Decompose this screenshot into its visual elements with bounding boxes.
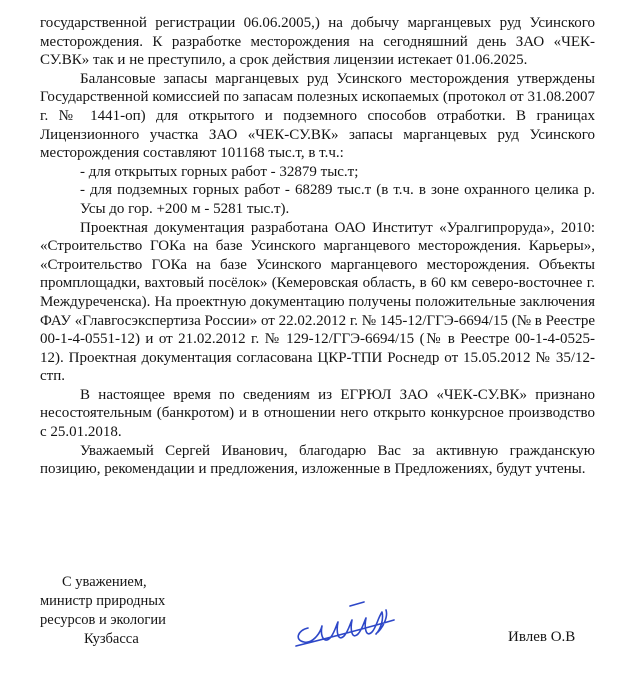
list-item: - для подземных горных работ - 68289 тыс.т (в т.ч. в зоне охранного целика р. Усы до гор. +200 м - 5281 тыс.т). — [80, 182, 595, 217]
paragraph: Балансовые запасы марганцевых руд Усинского месторождения утверждены Государственной комиссией по запасам полезных ископаемых (протокол от 31.08.2007 г. № 1441-оп) для открытого и подземного способов отработки. В границах Лицензионного участка ЗАО «ЧЕК-СУ.ВК» запасы марганцевых руд Усинского месторождения составляют 101168 тыс.т, в т.ч.: — [40, 70, 595, 162]
paragraph: В настоящее время по сведениям из ЕГРЮЛ ЗАО «ЧЕК-СУ.ВК» признано несостоятельным (банкротом) и в отношении него открыто конкурсное производство с 25.01.2018. — [40, 386, 595, 441]
signer-name: Ивлев О.В — [508, 629, 576, 645]
paragraph: Уважаемый Сергей Иванович, благодарю Вас за активную гражданскую позицию, рекомендации и предложения, изложенные в Предложениях, будут учтены. — [40, 442, 595, 478]
signer-title: ресурсов и экологии — [40, 612, 166, 628]
paragraph: государственной регистрации 06.06.2005,) на добычу марганцевых руд Усинского месторождения. К разработке месторождения на сегодняшний день ЗАО «ЧЕК-СУ.ВК» так и не преступило, а срок действия лицензии истекает 01.06.2025. — [40, 15, 595, 69]
handwritten-signature — [290, 600, 400, 648]
signer-title: министр природных — [40, 593, 166, 609]
closing-block — [40, 573, 200, 649]
signer-region: Кузбасса — [84, 631, 139, 647]
closing-greeting: С уважением, — [62, 574, 147, 590]
paragraph: Проектная документация разработана ОАО Институт «Уралгипроруда», 2010: «Строительство ГОКа на базе Усинского марганцевого месторождения. Карьеры», «Строительство ГОКа на базе Усинского марганцевого месторождения. Объекты промплощадки, вахтовый посёлок» (Кемеровская область, в 60 км северо-восточнее г. Междуреченска). На проектную документацию получены положительные заключения ФАУ «Главгосэкспертиза России» от 22.02.2012 г. № 145-12/ГГЭ-6694/15 (№ в Реестре 00-1-4-0551-12) и от 21.02.2012 г. № 129-12/ГГЭ-6694/15 (№ в Реестре 00-1-4-0525-12). Проектная документация согласована ЦКР-ТПИ Роснедр от 15.05.2012 № 35/12-стп. — [40, 219, 595, 385]
letter-body — [40, 14, 595, 479]
list-item: - для открытых горных работ - 32879 тыс.т; — [80, 163, 359, 180]
